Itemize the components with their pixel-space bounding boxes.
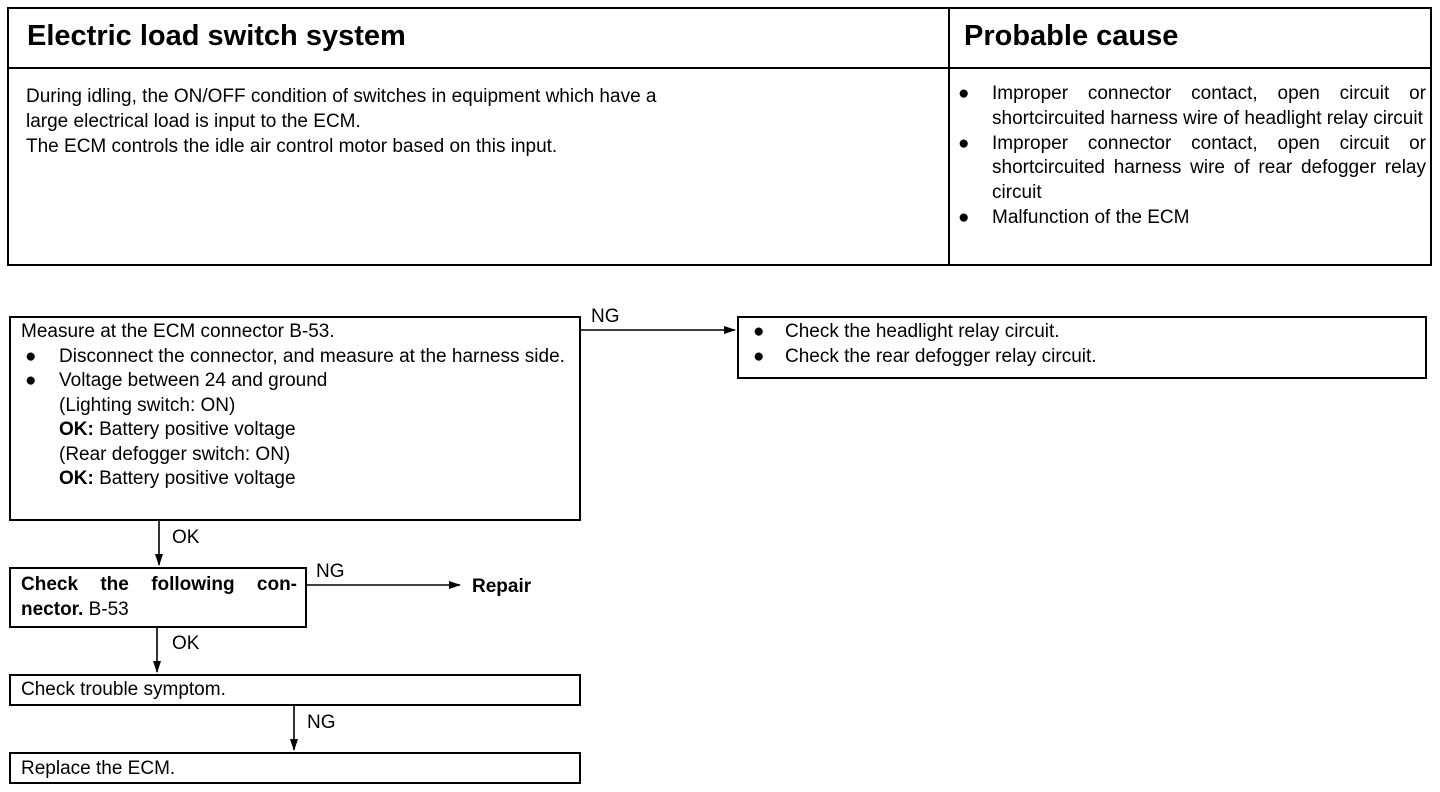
bullet-icon: ● [958, 132, 970, 154]
bullet-icon: ● [753, 345, 765, 367]
ok-label: OK [172, 633, 200, 654]
ng-action-list [749, 320, 1425, 369]
step2-word: Check [21, 574, 79, 595]
step2-word: con- [256, 574, 297, 595]
description-line: During idling, the ON/OFF condition of switches in equipment which have a [26, 86, 657, 107]
step1-bullet1: Disconnect the connector, and measure at the harness side. [59, 345, 565, 367]
condition-rear-defogger: (Rear defogger switch: ON) [59, 443, 291, 465]
list-item [749, 320, 1425, 345]
condition-lighting: (Lighting switch: ON) [59, 394, 236, 416]
ok-value: Battery positive voltage [99, 468, 296, 489]
ng-action-text: Check the headlight relay circuit. [785, 321, 1060, 342]
step1-list [21, 345, 579, 394]
step1-bullet2: Voltage between 24 and ground [59, 370, 328, 391]
ok-label: OK: [59, 419, 94, 440]
description-line: The ECM controls the idle air control motor based on this input. [26, 136, 558, 157]
step1-title: Measure at the ECM connector B-53. [21, 321, 335, 342]
step2-line1 [21, 573, 297, 598]
header-electric-load-switch-system: Electric load switch system [27, 20, 406, 52]
list-item [21, 345, 579, 370]
ng-label: NG [316, 561, 345, 582]
step2-word: nector. [21, 598, 84, 620]
bullet-icon: ● [25, 345, 37, 367]
cause-text: Improper connector contact, open circuit or shortcircuited harness wire of headlight relay circuit [992, 83, 1426, 129]
bullet-icon: ● [753, 321, 765, 342]
step1-ng-actions [737, 316, 1427, 379]
ng-action-text: Check the rear defogger relay circuit. [785, 345, 1097, 367]
bullet-icon: ● [25, 370, 37, 391]
bullet-icon: ● [958, 83, 970, 104]
step2-word: following [151, 574, 235, 595]
repair-action: Repair [472, 576, 532, 597]
cause-text: Malfunction of the ECM [992, 206, 1190, 228]
ok-criterion-1 [21, 418, 579, 443]
description-line: large electrical load is input to the ECM. [26, 110, 361, 132]
step-check-trouble-symptom: Check trouble symptom. [9, 674, 581, 706]
ng-label: NG [591, 306, 620, 327]
step2-word: the [100, 574, 129, 595]
connector-id: B-53 [88, 598, 129, 620]
cause-text: Improper connector contact, open circuit or shortcircuited harness wire of rear defogger relay circuit [992, 132, 1426, 204]
bullet-icon: ● [958, 206, 970, 228]
ok-label: OK: [59, 468, 94, 489]
step-check-connector [9, 567, 307, 628]
ok-criterion-2 [21, 467, 579, 492]
ng-label: NG [307, 712, 336, 733]
list-item [749, 345, 1425, 370]
header-probable-cause: Probable cause [964, 20, 1179, 52]
ok-value: Battery positive voltage [99, 419, 296, 440]
step-measure-ecm-connector [9, 316, 581, 521]
list-item [21, 369, 579, 394]
step-replace-ecm: Replace the ECM. [9, 752, 581, 784]
ok-label: OK [172, 527, 200, 548]
step2-line2 [21, 598, 297, 623]
